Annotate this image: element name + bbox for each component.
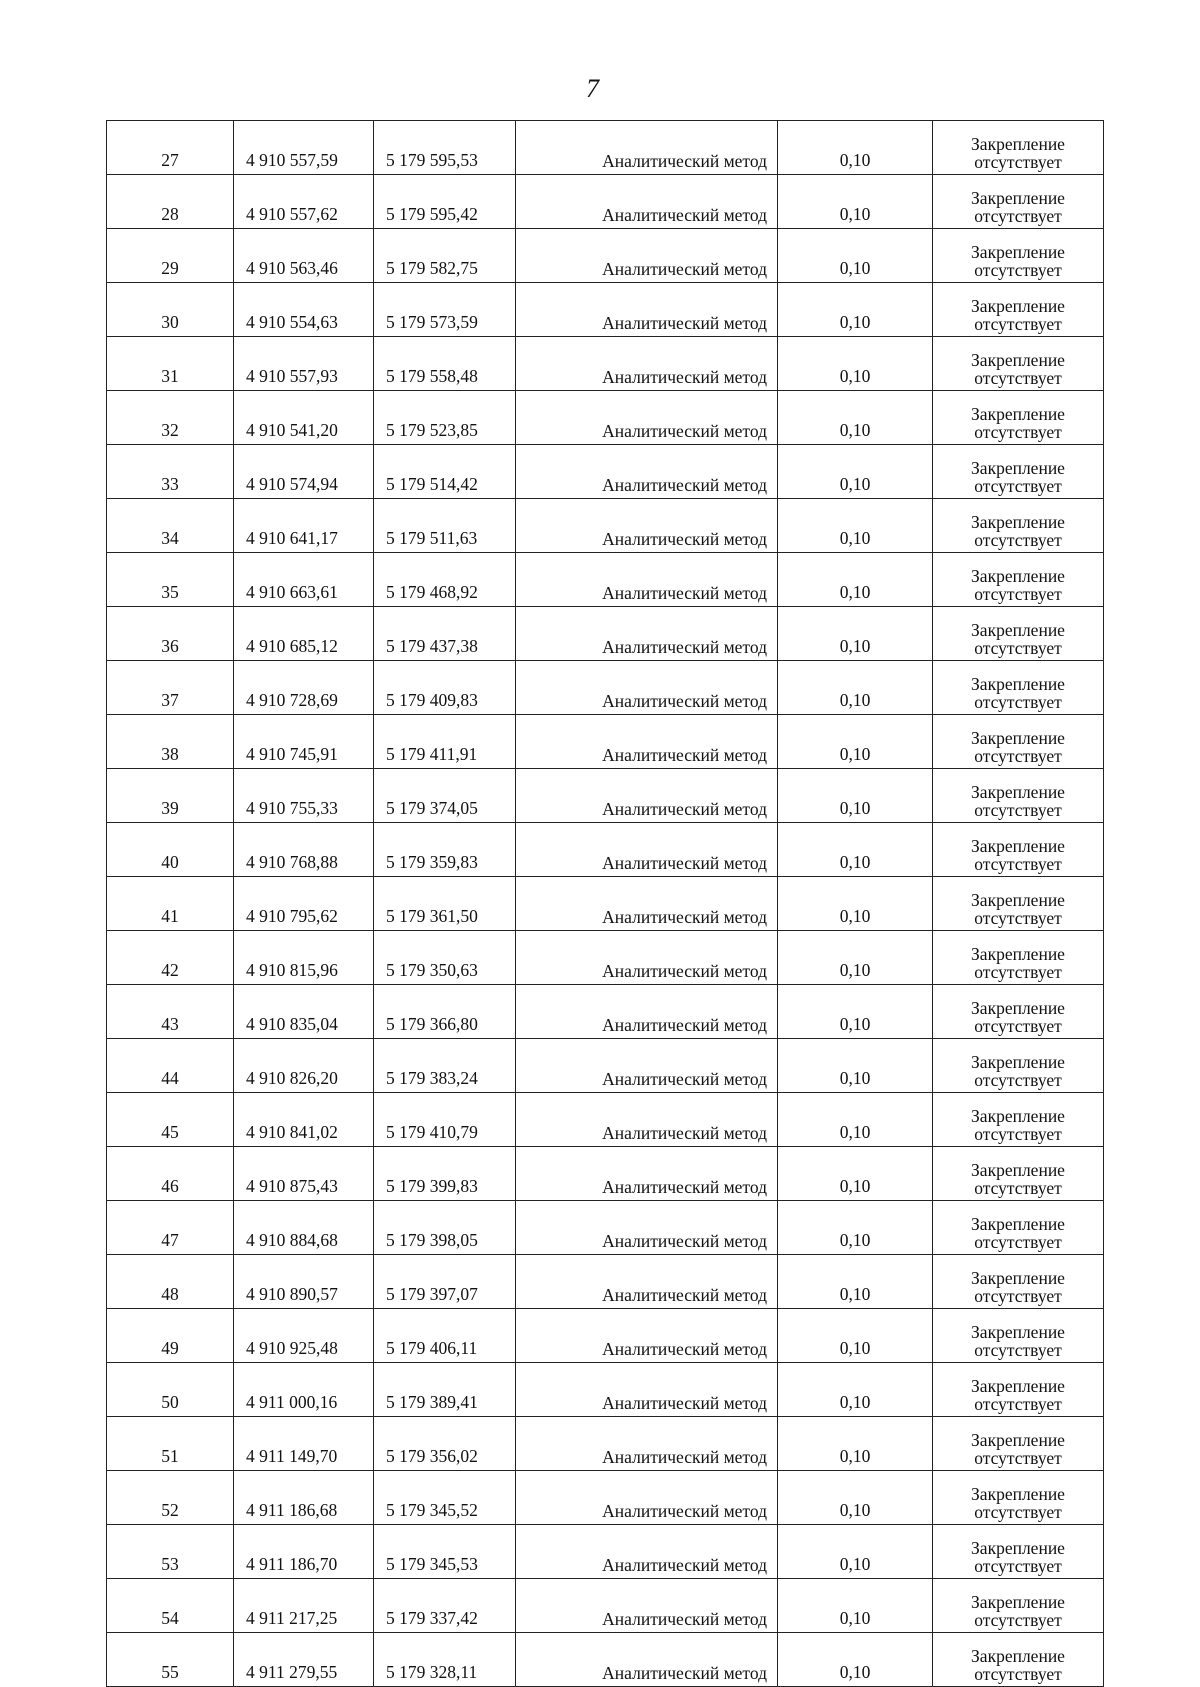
- fixing-description: [933, 121, 1104, 175]
- point-number: 48: [107, 1255, 234, 1309]
- point-number: 33: [107, 445, 234, 499]
- accuracy-value: 0,10: [778, 553, 933, 607]
- table-row: [107, 1417, 1104, 1471]
- coordinate-x: 4 911 186,68: [234, 1471, 374, 1525]
- coordinate-y: 5 179 514,42: [374, 445, 516, 499]
- determination-method: Аналитический метод: [516, 1417, 778, 1471]
- coordinate-y: 5 179 511,63: [374, 499, 516, 553]
- coordinate-x: 4 910 557,93: [234, 337, 374, 391]
- fixing-line-2: отсутствует: [974, 961, 1062, 982]
- point-number: 45: [107, 1093, 234, 1147]
- fixing-description: [933, 229, 1104, 283]
- fixing-line-1: Закрепление: [971, 1268, 1065, 1288]
- fixing-description: [933, 1147, 1104, 1201]
- fixing-description: [933, 1093, 1104, 1147]
- coordinate-y: 5 179 399,83: [374, 1147, 516, 1201]
- fixing-description: [933, 1309, 1104, 1363]
- fixing-line-1: Закрепление: [971, 134, 1065, 154]
- point-number: 51: [107, 1417, 234, 1471]
- fixing-line-1: Закрепление: [971, 404, 1065, 424]
- coordinate-y: 5 179 350,63: [374, 931, 516, 985]
- determination-method: Аналитический метод: [516, 1039, 778, 1093]
- fixing-line-1: Закрепление: [971, 674, 1065, 694]
- determination-method: Аналитический метод: [516, 1471, 778, 1525]
- table-row: [107, 769, 1104, 823]
- fixing-line-2: отсутствует: [974, 1501, 1062, 1522]
- coordinate-x: 4 910 841,02: [234, 1093, 374, 1147]
- coordinate-y: 5 179 356,02: [374, 1417, 516, 1471]
- determination-method: Аналитический метод: [516, 1525, 778, 1579]
- accuracy-value: 0,10: [778, 1309, 933, 1363]
- coordinate-y: 5 179 345,52: [374, 1471, 516, 1525]
- determination-method: Аналитический метод: [516, 1579, 778, 1633]
- point-number: 46: [107, 1147, 234, 1201]
- point-number: 49: [107, 1309, 234, 1363]
- coordinate-y: 5 179 366,80: [374, 985, 516, 1039]
- accuracy-value: 0,10: [778, 445, 933, 499]
- point-number: 44: [107, 1039, 234, 1093]
- fixing-description: [933, 1525, 1104, 1579]
- fixing-description: [933, 499, 1104, 553]
- fixing-description: [933, 337, 1104, 391]
- point-number: 27: [107, 121, 234, 175]
- fixing-line-2: отсутствует: [974, 745, 1062, 766]
- coordinate-y: 5 179 374,05: [374, 769, 516, 823]
- point-number: 41: [107, 877, 234, 931]
- fixing-description: [933, 1255, 1104, 1309]
- determination-method: Аналитический метод: [516, 607, 778, 661]
- accuracy-value: 0,10: [778, 1525, 933, 1579]
- determination-method: Аналитический метод: [516, 229, 778, 283]
- point-number: 53: [107, 1525, 234, 1579]
- fixing-description: [933, 607, 1104, 661]
- point-number: 37: [107, 661, 234, 715]
- accuracy-value: 0,10: [778, 1363, 933, 1417]
- fixing-line-1: Закрепление: [971, 1052, 1065, 1072]
- fixing-line-2: отсутствует: [974, 313, 1062, 334]
- fixing-line-1: Закрепление: [971, 242, 1065, 262]
- table-row: [107, 715, 1104, 769]
- determination-method: Аналитический метод: [516, 1309, 778, 1363]
- table-row: [107, 1039, 1104, 1093]
- coordinate-x: 4 911 279,55: [234, 1633, 374, 1687]
- fixing-line-2: отсутствует: [974, 1069, 1062, 1090]
- fixing-description: [933, 1201, 1104, 1255]
- table-row: [107, 445, 1104, 499]
- table-row: [107, 1147, 1104, 1201]
- accuracy-value: 0,10: [778, 1093, 933, 1147]
- fixing-line-1: Закрепление: [971, 458, 1065, 478]
- table-row: [107, 985, 1104, 1039]
- coordinate-x: 4 910 795,62: [234, 877, 374, 931]
- table-row: [107, 1363, 1104, 1417]
- accuracy-value: 0,10: [778, 769, 933, 823]
- fixing-line-1: Закрепление: [971, 1430, 1065, 1450]
- point-number: 35: [107, 553, 234, 607]
- table-row: [107, 1093, 1104, 1147]
- fixing-description: [933, 985, 1104, 1039]
- fixing-line-1: Закрепление: [971, 998, 1065, 1018]
- accuracy-value: 0,10: [778, 499, 933, 553]
- fixing-line-2: отсутствует: [974, 637, 1062, 658]
- accuracy-value: 0,10: [778, 175, 933, 229]
- fixing-line-1: Закрепление: [971, 1106, 1065, 1126]
- determination-method: Аналитический метод: [516, 499, 778, 553]
- coordinate-x: 4 910 641,17: [234, 499, 374, 553]
- coordinate-x: 4 910 835,04: [234, 985, 374, 1039]
- fixing-line-1: Закрепление: [971, 1214, 1065, 1234]
- table-row: [107, 121, 1104, 175]
- point-number: 38: [107, 715, 234, 769]
- point-number: 55: [107, 1633, 234, 1687]
- determination-method: Аналитический метод: [516, 661, 778, 715]
- determination-method: Аналитический метод: [516, 985, 778, 1039]
- fixing-description: [933, 1039, 1104, 1093]
- point-number: 40: [107, 823, 234, 877]
- coordinate-y: 5 179 361,50: [374, 877, 516, 931]
- accuracy-value: 0,10: [778, 1201, 933, 1255]
- coordinate-y: 5 179 468,92: [374, 553, 516, 607]
- table-row: [107, 931, 1104, 985]
- point-number: 52: [107, 1471, 234, 1525]
- fixing-line-1: Закрепление: [971, 836, 1065, 856]
- point-number: 30: [107, 283, 234, 337]
- coordinate-x: 4 910 574,94: [234, 445, 374, 499]
- fixing-line-2: отсутствует: [974, 799, 1062, 820]
- table-row: [107, 877, 1104, 931]
- coordinate-x: 4 911 186,70: [234, 1525, 374, 1579]
- fixing-line-1: Закрепление: [971, 296, 1065, 316]
- fixing-description: [933, 661, 1104, 715]
- coordinates-table-body: [107, 121, 1104, 1687]
- fixing-description: [933, 175, 1104, 229]
- fixing-line-1: Закрепление: [971, 1538, 1065, 1558]
- coordinate-x: 4 911 000,16: [234, 1363, 374, 1417]
- table-row: [107, 337, 1104, 391]
- table-row: [107, 1633, 1104, 1687]
- fixing-line-1: Закрепление: [971, 620, 1065, 640]
- determination-method: Аналитический метод: [516, 1633, 778, 1687]
- determination-method: Аналитический метод: [516, 769, 778, 823]
- fixing-description: [933, 1363, 1104, 1417]
- determination-method: Аналитический метод: [516, 823, 778, 877]
- accuracy-value: 0,10: [778, 661, 933, 715]
- fixing-line-2: отсутствует: [974, 1123, 1062, 1144]
- table-row: [107, 553, 1104, 607]
- coordinate-y: 5 179 345,53: [374, 1525, 516, 1579]
- accuracy-value: 0,10: [778, 715, 933, 769]
- accuracy-value: 0,10: [778, 1633, 933, 1687]
- determination-method: Аналитический метод: [516, 1255, 778, 1309]
- table-row: [107, 1255, 1104, 1309]
- coordinate-y: 5 179 558,48: [374, 337, 516, 391]
- coordinate-y: 5 179 359,83: [374, 823, 516, 877]
- table-row: [107, 391, 1104, 445]
- table-row: [107, 175, 1104, 229]
- table-row: [107, 1309, 1104, 1363]
- coordinate-y: 5 179 337,42: [374, 1579, 516, 1633]
- fixing-line-2: отсутствует: [974, 907, 1062, 928]
- table-row: [107, 1471, 1104, 1525]
- coordinate-y: 5 179 383,24: [374, 1039, 516, 1093]
- accuracy-value: 0,10: [778, 283, 933, 337]
- coordinate-y: 5 179 582,75: [374, 229, 516, 283]
- fixing-line-1: Закрепление: [971, 1322, 1065, 1342]
- fixing-line-2: отсутствует: [974, 1555, 1062, 1576]
- fixing-line-2: отсутствует: [974, 1447, 1062, 1468]
- coordinate-x: 4 910 554,63: [234, 283, 374, 337]
- fixing-line-2: отсутствует: [974, 583, 1062, 604]
- coordinates-table: [106, 120, 1104, 1687]
- accuracy-value: 0,10: [778, 931, 933, 985]
- fixing-line-2: отсутствует: [974, 367, 1062, 388]
- fixing-line-1: Закрепление: [971, 1376, 1065, 1396]
- fixing-description: [933, 769, 1104, 823]
- fixing-line-2: отсутствует: [974, 1285, 1062, 1306]
- accuracy-value: 0,10: [778, 121, 933, 175]
- coordinate-y: 5 179 398,05: [374, 1201, 516, 1255]
- coordinate-y: 5 179 437,38: [374, 607, 516, 661]
- coordinate-x: 4 910 875,43: [234, 1147, 374, 1201]
- accuracy-value: 0,10: [778, 877, 933, 931]
- coordinate-y: 5 179 595,42: [374, 175, 516, 229]
- point-number: 28: [107, 175, 234, 229]
- determination-method: Аналитический метод: [516, 553, 778, 607]
- fixing-description: [933, 931, 1104, 985]
- coordinate-y: 5 179 409,83: [374, 661, 516, 715]
- fixing-line-2: отсутствует: [974, 691, 1062, 712]
- determination-method: Аналитический метод: [516, 121, 778, 175]
- point-number: 29: [107, 229, 234, 283]
- coordinate-y: 5 179 573,59: [374, 283, 516, 337]
- fixing-line-1: Закрепление: [971, 1646, 1065, 1666]
- fixing-description: [933, 1633, 1104, 1687]
- fixing-line-2: отсутствует: [974, 529, 1062, 550]
- point-number: 31: [107, 337, 234, 391]
- fixing-line-2: отсутствует: [974, 1339, 1062, 1360]
- point-number: 39: [107, 769, 234, 823]
- fixing-description: [933, 1417, 1104, 1471]
- coordinate-x: 4 910 890,57: [234, 1255, 374, 1309]
- coordinate-x: 4 910 728,69: [234, 661, 374, 715]
- coordinate-y: 5 179 389,41: [374, 1363, 516, 1417]
- coordinate-y: 5 179 328,11: [374, 1633, 516, 1687]
- fixing-line-1: Закрепление: [971, 890, 1065, 910]
- coordinate-x: 4 910 925,48: [234, 1309, 374, 1363]
- determination-method: Аналитический метод: [516, 337, 778, 391]
- table-row: [107, 823, 1104, 877]
- fixing-line-1: Закрепление: [971, 782, 1065, 802]
- table-row: [107, 1579, 1104, 1633]
- determination-method: Аналитический метод: [516, 283, 778, 337]
- fixing-line-1: Закрепление: [971, 944, 1065, 964]
- coordinate-y: 5 179 595,53: [374, 121, 516, 175]
- fixing-line-2: отсутствует: [974, 259, 1062, 280]
- table-row: [107, 607, 1104, 661]
- fixing-line-2: отсутствует: [974, 475, 1062, 496]
- page-number: 7: [586, 74, 599, 103]
- accuracy-value: 0,10: [778, 823, 933, 877]
- fixing-line-1: Закрепление: [971, 1160, 1065, 1180]
- fixing-line-1: Закрепление: [971, 728, 1065, 748]
- fixing-description: [933, 445, 1104, 499]
- point-number: 43: [107, 985, 234, 1039]
- fixing-description: [933, 1471, 1104, 1525]
- table-row: [107, 283, 1104, 337]
- coordinate-x: 4 910 557,59: [234, 121, 374, 175]
- fixing-line-2: отсутствует: [974, 1231, 1062, 1252]
- accuracy-value: 0,10: [778, 1147, 933, 1201]
- fixing-description: [933, 553, 1104, 607]
- point-number: 42: [107, 931, 234, 985]
- fixing-description: [933, 715, 1104, 769]
- coordinate-x: 4 910 826,20: [234, 1039, 374, 1093]
- coordinate-x: 4 910 745,91: [234, 715, 374, 769]
- determination-method: Аналитический метод: [516, 1147, 778, 1201]
- fixing-line-1: Закрепление: [971, 188, 1065, 208]
- coordinate-x: 4 910 685,12: [234, 607, 374, 661]
- fixing-line-1: Закрепление: [971, 1484, 1065, 1504]
- determination-method: Аналитический метод: [516, 1093, 778, 1147]
- accuracy-value: 0,10: [778, 607, 933, 661]
- coordinate-x: 4 910 663,61: [234, 553, 374, 607]
- accuracy-value: 0,10: [778, 1471, 933, 1525]
- coordinate-x: 4 910 755,33: [234, 769, 374, 823]
- determination-method: Аналитический метод: [516, 175, 778, 229]
- determination-method: Аналитический метод: [516, 877, 778, 931]
- fixing-description: [933, 391, 1104, 445]
- fixing-line-2: отсутствует: [974, 1609, 1062, 1630]
- accuracy-value: 0,10: [778, 337, 933, 391]
- point-number: 54: [107, 1579, 234, 1633]
- table-row: [107, 1525, 1104, 1579]
- point-number: 36: [107, 607, 234, 661]
- accuracy-value: 0,10: [778, 1579, 933, 1633]
- coordinate-x: 4 911 149,70: [234, 1417, 374, 1471]
- accuracy-value: 0,10: [778, 229, 933, 283]
- determination-method: Аналитический метод: [516, 445, 778, 499]
- table-row: [107, 661, 1104, 715]
- coordinate-x: 4 910 563,46: [234, 229, 374, 283]
- fixing-line-2: отсутствует: [974, 853, 1062, 874]
- coordinate-x: 4 910 768,88: [234, 823, 374, 877]
- accuracy-value: 0,10: [778, 1417, 933, 1471]
- coordinate-y: 5 179 406,11: [374, 1309, 516, 1363]
- coordinate-y: 5 179 411,91: [374, 715, 516, 769]
- fixing-description: [933, 823, 1104, 877]
- fixing-line-2: отсутствует: [974, 205, 1062, 226]
- fixing-description: [933, 1579, 1104, 1633]
- coordinate-x: 4 911 217,25: [234, 1579, 374, 1633]
- accuracy-value: 0,10: [778, 1039, 933, 1093]
- fixing-line-1: Закрепление: [971, 512, 1065, 532]
- fixing-line-1: Закрепление: [971, 1592, 1065, 1612]
- coordinate-y: 5 179 410,79: [374, 1093, 516, 1147]
- fixing-line-2: отсутствует: [974, 1177, 1062, 1198]
- fixing-description: [933, 283, 1104, 337]
- determination-method: Аналитический метод: [516, 1363, 778, 1417]
- coordinate-y: 5 179 397,07: [374, 1255, 516, 1309]
- fixing-line-1: Закрепление: [971, 350, 1065, 370]
- point-number: 50: [107, 1363, 234, 1417]
- fixing-line-1: Закрепление: [971, 566, 1065, 586]
- coordinate-y: 5 179 523,85: [374, 391, 516, 445]
- table-row: [107, 229, 1104, 283]
- table-row: [107, 1201, 1104, 1255]
- coordinate-x: 4 910 557,62: [234, 175, 374, 229]
- coordinate-x: 4 910 884,68: [234, 1201, 374, 1255]
- fixing-line-2: отсутствует: [974, 1393, 1062, 1414]
- accuracy-value: 0,10: [778, 985, 933, 1039]
- coordinate-x: 4 910 815,96: [234, 931, 374, 985]
- fixing-line-2: отсутствует: [974, 1015, 1062, 1036]
- determination-method: Аналитический метод: [516, 931, 778, 985]
- determination-method: Аналитический метод: [516, 715, 778, 769]
- point-number: 32: [107, 391, 234, 445]
- fixing-description: [933, 877, 1104, 931]
- accuracy-value: 0,10: [778, 391, 933, 445]
- determination-method: Аналитический метод: [516, 391, 778, 445]
- accuracy-value: 0,10: [778, 1255, 933, 1309]
- point-number: 34: [107, 499, 234, 553]
- table-row: [107, 499, 1104, 553]
- fixing-line-2: отсутствует: [974, 1663, 1062, 1684]
- fixing-line-2: отсутствует: [974, 421, 1062, 442]
- fixing-line-2: отсутствует: [974, 151, 1062, 172]
- determination-method: Аналитический метод: [516, 1201, 778, 1255]
- coordinate-x: 4 910 541,20: [234, 391, 374, 445]
- point-number: 47: [107, 1201, 234, 1255]
